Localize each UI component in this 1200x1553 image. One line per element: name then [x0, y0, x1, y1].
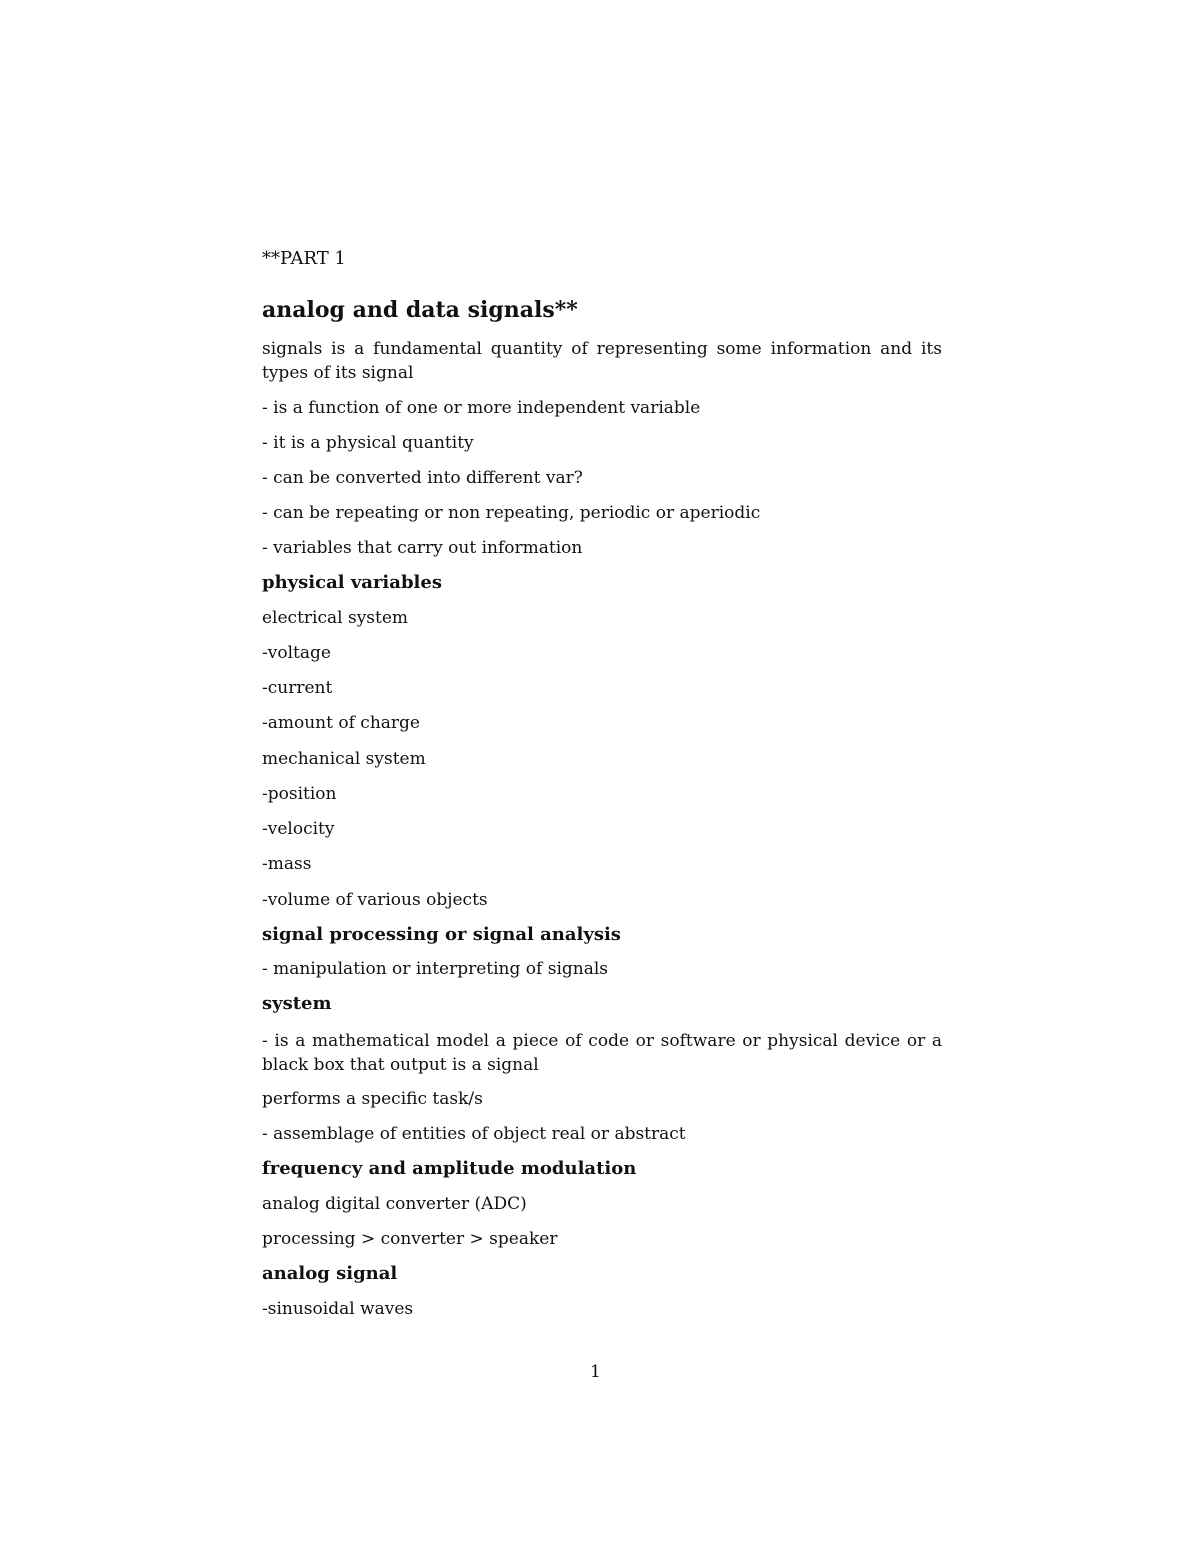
- system-assemblage: - assemblage of entities of object real or abstract: [262, 1124, 686, 1144]
- mechanical-system-label: mechanical system: [262, 749, 426, 769]
- electrical-item-current: -current: [262, 678, 333, 698]
- mechanical-item-velocity: -velocity: [262, 819, 335, 839]
- electrical-item-voltage: -voltage: [262, 643, 331, 663]
- document-title: analog and data signals**: [262, 297, 578, 323]
- electrical-system-label: electrical system: [262, 608, 409, 628]
- modulation-heading: frequency and amplitude modulation: [262, 1158, 637, 1179]
- mechanical-item-position: -position: [262, 784, 337, 804]
- mechanical-item-volume: -volume of various objects: [262, 890, 488, 910]
- signal-processing-heading: signal processing or signal analysis: [262, 924, 621, 945]
- system-heading: system: [262, 993, 332, 1014]
- signal-processing-point: - manipulation or interpreting of signals: [262, 959, 609, 979]
- electrical-item-charge: -amount of charge: [262, 713, 420, 733]
- document-page: [262, 0, 952, 1553]
- system-point: - is a mathematical model a piece of code or software or physical device or a black box that output is a signal: [262, 1031, 942, 1075]
- signal-point-5: - variables that carry out information: [262, 538, 583, 558]
- analog-signal-point: -sinusoidal waves: [262, 1299, 414, 1319]
- system-task: performs a specific task/s: [262, 1089, 483, 1109]
- part-label: **PART 1: [262, 248, 346, 269]
- mechanical-item-mass: -mass: [262, 854, 312, 874]
- physical-variables-heading: physical variables: [262, 572, 442, 593]
- signal-point-2: - it is a physical quantity: [262, 433, 474, 453]
- processing-chain: processing > converter > speaker: [262, 1229, 558, 1249]
- analog-signal-heading: analog signal: [262, 1263, 398, 1284]
- signal-point-1: - is a function of one or more independent variable: [262, 398, 701, 418]
- adc-label: analog digital converter (ADC): [262, 1194, 527, 1214]
- intro-paragraph: signals is a fundamental quantity of representing some information and its types of its signal: [262, 339, 942, 383]
- signal-point-4: - can be repeating or non repeating, periodic or aperiodic: [262, 503, 761, 523]
- signal-point-3: - can be converted into different var?: [262, 468, 583, 488]
- page-number: 1: [590, 1362, 601, 1382]
